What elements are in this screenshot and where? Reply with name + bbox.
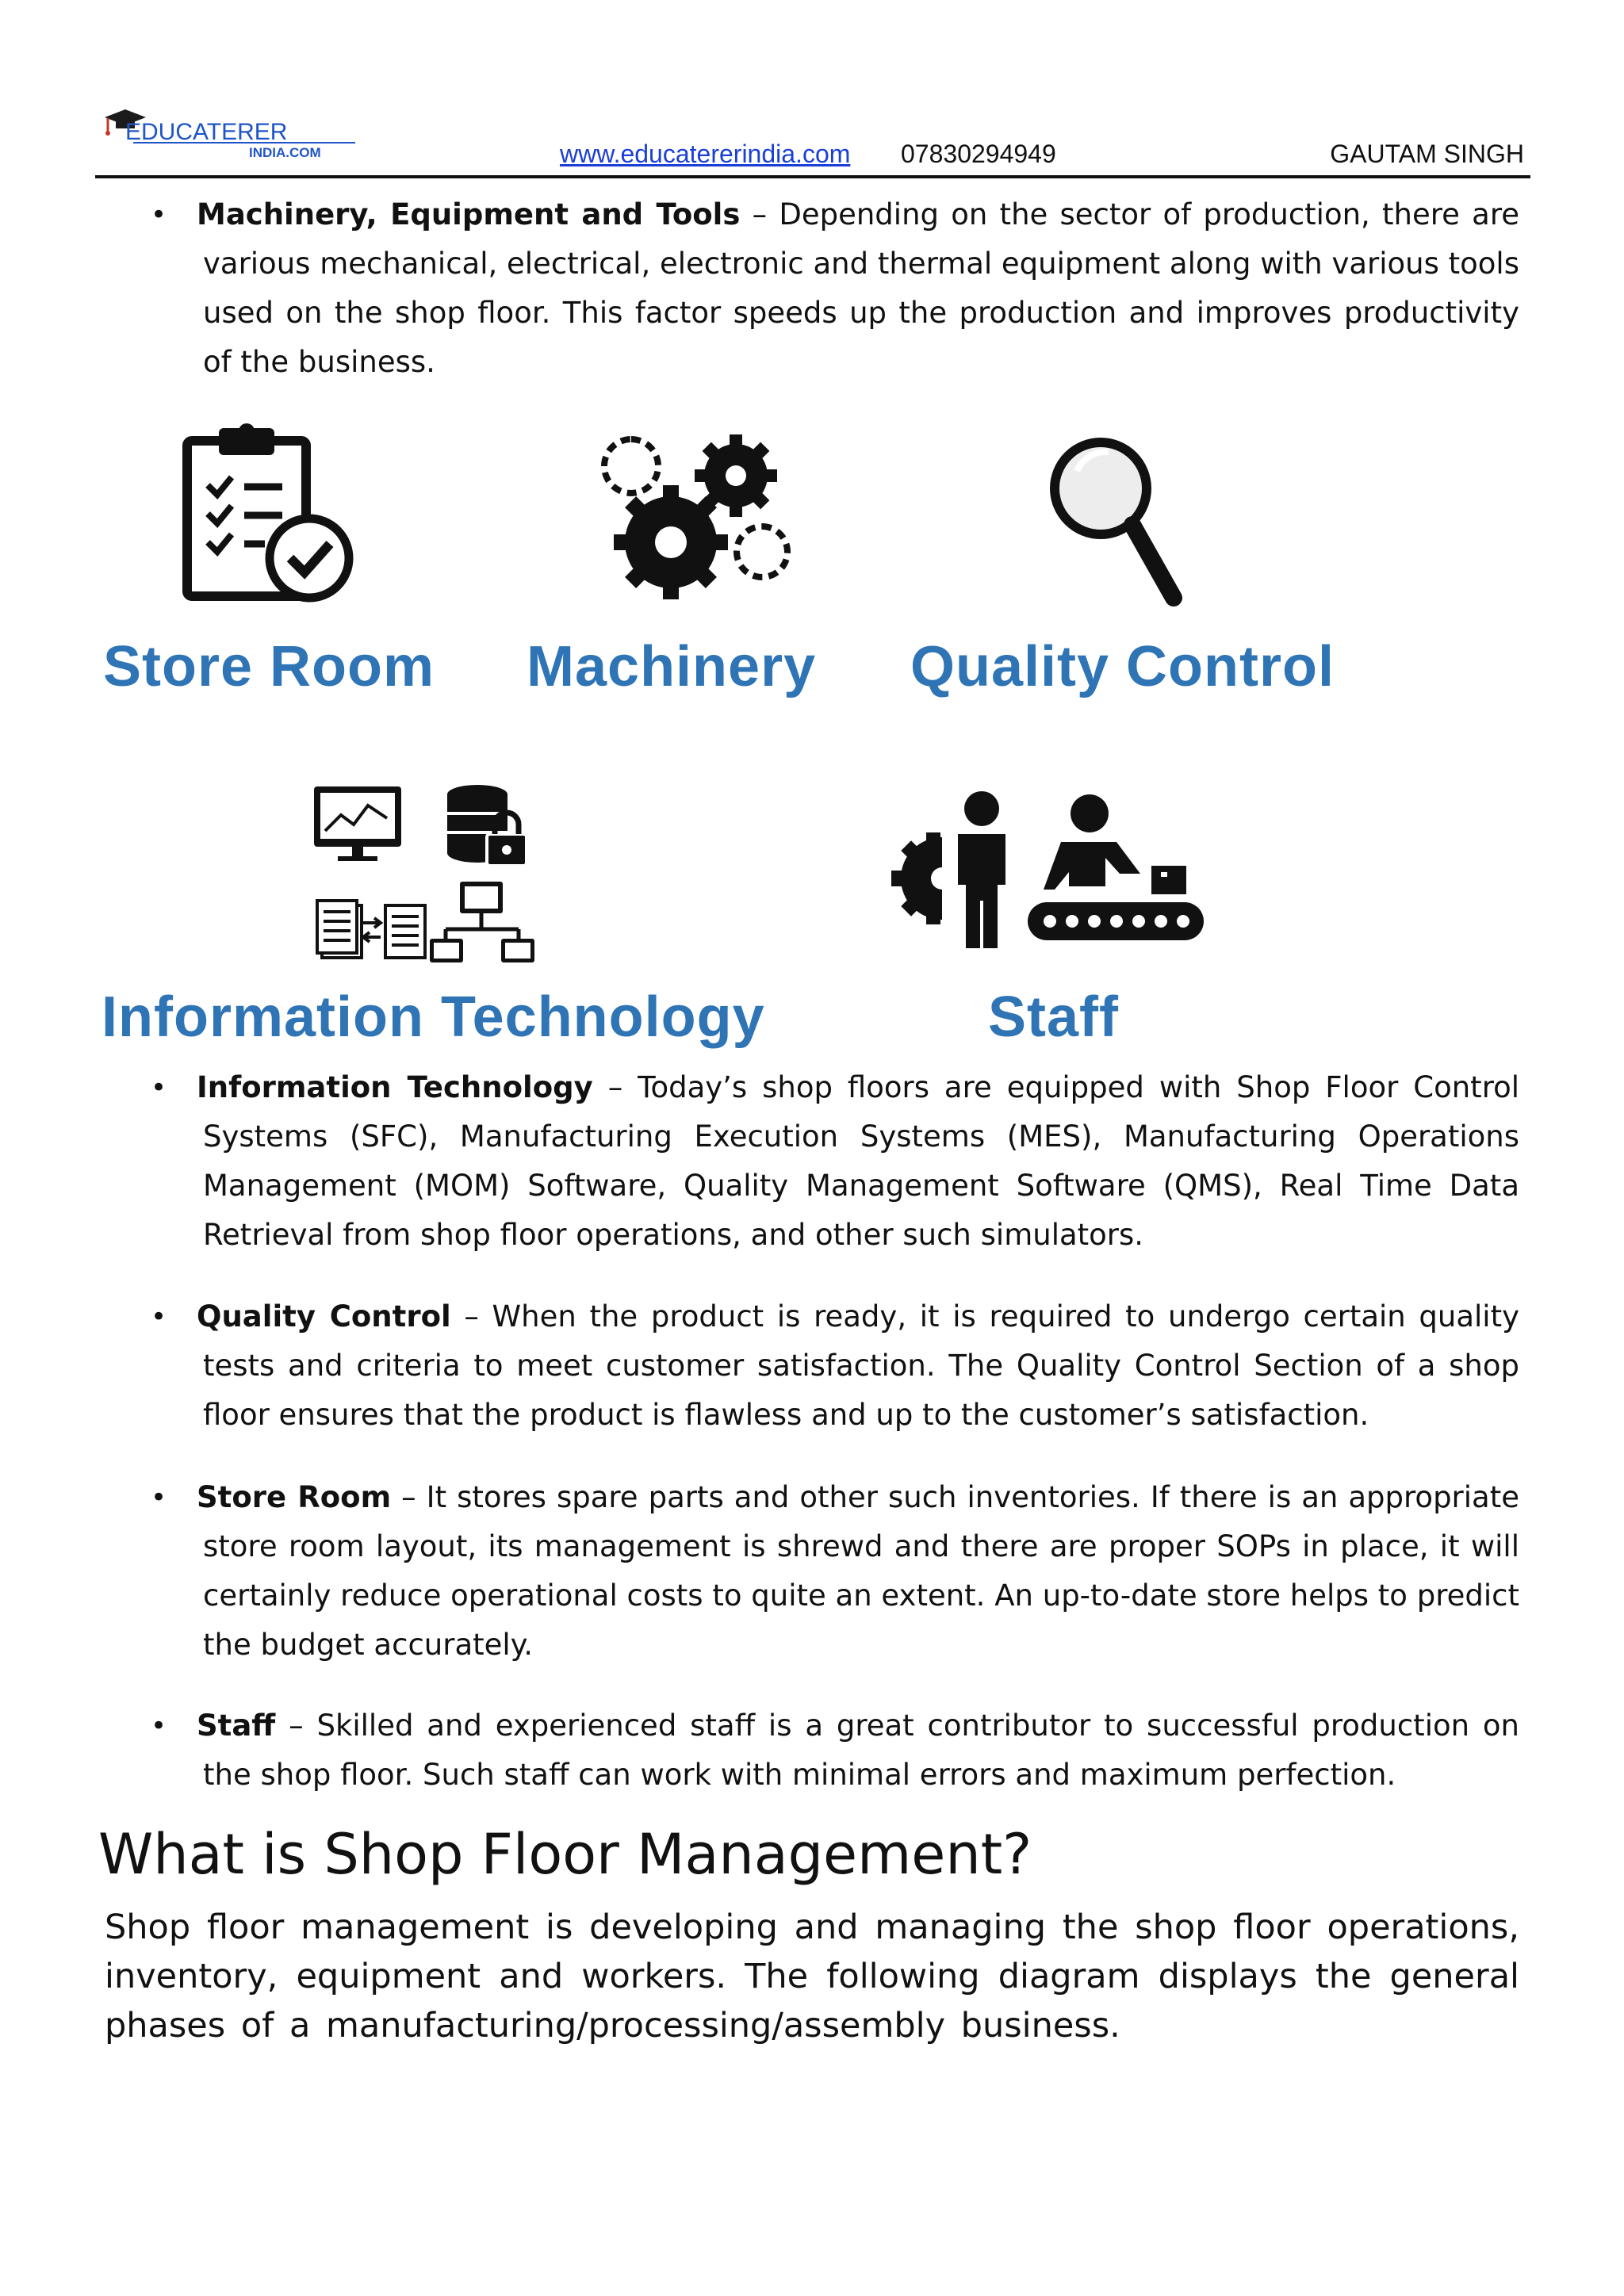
- label-store-room: Store Room: [103, 635, 435, 698]
- bullet-term: Staff: [197, 1709, 276, 1743]
- bullet-body: [197, 1701, 1519, 1800]
- phone-number: 07830294949: [901, 140, 1056, 168]
- bullet-dot: •: [151, 1482, 167, 1513]
- bullet-staff: [151, 1701, 1519, 1800]
- bullet-dot: •: [151, 1072, 167, 1104]
- bullet-dot: •: [151, 199, 167, 231]
- person-standing-icon: [958, 791, 1005, 948]
- bullet-text: – Skilled and experienced staff is a great contributor to successful production on the shop floor. Such staff can work with minimal errors and maximum perfection.: [203, 1709, 1519, 1792]
- bullet-dot: •: [151, 1301, 167, 1333]
- bullet-term: Quality Control: [197, 1299, 451, 1334]
- person-working-icon: [1044, 794, 1186, 894]
- magnifying-glass-icon: [1045, 431, 1185, 609]
- bullet-quality-control: [151, 1292, 1519, 1440]
- bullet-text: – It stores spare parts and other such inventories. If there is an appropriate store room layout, its management is shrewd and there are proper SOPs in place, it will certainly reduce operational costs to quite an extent. An up-to-date store helps to predict the budget accurately.: [203, 1480, 1519, 1662]
- information-technology-icons: [311, 783, 541, 970]
- bullet-text: – Today’s shop floors are equipped with Shop Floor Control Systems (SFC), Manufacturing Execution Systems (MES), Manufacturing Operations Management (MOM) Software, Quality Management Software (QMS), Real Time Data Retrieval from shop floor operations, and other such simulators.: [203, 1070, 1520, 1252]
- bullet-body: [197, 190, 1519, 387]
- label-quality-control: Quality Control: [910, 635, 1335, 698]
- svg-text:EDUCATERER: EDUCATERER: [125, 119, 288, 145]
- bullet-information-technology: [151, 1063, 1520, 1260]
- header-divider: [95, 175, 1530, 178]
- bullet-text: – When the product is ready, it is required to undergo certain quality tests and criteria to meet customer satisfaction. The Quality Control Section of a shop floor ensures that the product is flawless and up to the customer’s satisfaction.: [203, 1299, 1519, 1432]
- database-lock-icon: [447, 785, 527, 866]
- bullet-body: [197, 1292, 1519, 1440]
- website-link[interactable]: www.educatererindia.com: [560, 140, 851, 168]
- bullet-text: – Depending on the sector of production, there are various mechanical, electrical, electronic and thermal equipment along with various tools used on the shop floor. This factor speeds up the production and improves productivity of the business.: [203, 197, 1519, 379]
- network-icon: [430, 882, 534, 962]
- page-header: [95, 94, 1530, 181]
- section-heading: What is Shop Floor Management?: [98, 1822, 1032, 1887]
- section-paragraph: Shop floor management is developing and managing the shop floor operations, inventory, equipment and workers. The following diagram displays the general phases of a manufacturing/processing/assembly business.: [105, 1908, 1519, 2045]
- label-staff: Staff: [988, 985, 1119, 1049]
- label-information-technology: Information Technology: [102, 985, 765, 1049]
- documents-transfer-icon: [317, 901, 425, 958]
- gears-icon: [599, 423, 798, 614]
- label-machinery: Machinery: [527, 635, 817, 698]
- bullet-machinery: [151, 190, 1519, 387]
- bullet-term: Store Room: [197, 1480, 392, 1514]
- bullet-body: [197, 1063, 1520, 1260]
- author-name: GAUTAM SINGH: [1330, 140, 1524, 168]
- educaterer-logo: [102, 100, 371, 163]
- bullet-dot: •: [151, 1710, 167, 1742]
- monitor-chart-icon: [314, 786, 401, 861]
- clipboard-checklist-icon: [176, 420, 358, 607]
- bullet-term: Machinery, Equipment and Tools: [197, 197, 741, 232]
- bullet-term: Information Technology: [197, 1070, 593, 1104]
- bullet-body: [197, 1473, 1519, 1670]
- bullet-store-room: [151, 1473, 1519, 1670]
- staff-workers-icon: [887, 790, 1208, 958]
- svg-text:INDIA.COM: INDIA.COM: [249, 145, 321, 160]
- conveyor-belt-icon: [1028, 902, 1204, 940]
